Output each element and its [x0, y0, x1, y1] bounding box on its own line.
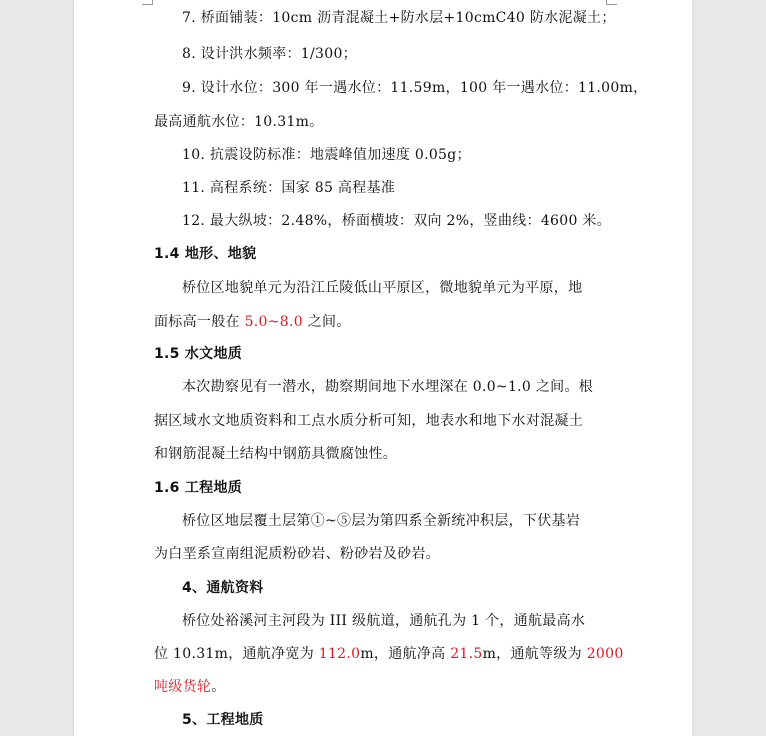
highlighted-text: 吨级货轮 [154, 679, 212, 695]
paragraph-line [154, 444, 397, 464]
document-page [74, 0, 692, 736]
paragraph-line [182, 377, 593, 397]
paragraph-line [154, 644, 624, 664]
list-item-9 [182, 78, 647, 98]
highlighted-text: 5.0~8.0 [244, 314, 303, 330]
text-segment: 据区域水文地质资料和工点水质分析可知，地表水和地下水对混凝土 [154, 413, 583, 429]
text-segment: 11. 高程系统：国家 85 高程基准 [182, 180, 396, 196]
text-segment: 桥位区地层覆土层第①~⑤层为第四系全新统冲积层，下伏基岩 [182, 513, 581, 529]
text-segment: 5、工程地质 [182, 712, 264, 728]
highlighted-text: 2000 [586, 646, 624, 662]
paragraph-line [154, 544, 440, 564]
section-heading-1-6 [154, 478, 242, 498]
highlighted-text: 112.0 [318, 646, 361, 662]
text-segment: 4、通航资料 [182, 580, 264, 596]
text-segment: 7. 桥面铺装：10cm 沥青混凝土+防水层+10cmC40 防水泥凝土； [182, 10, 616, 26]
paragraph-line [182, 611, 585, 631]
text-segment: 12. 最大纵坡：2.48%，桥面横坡：双向 2%，竖曲线：4600 米。 [182, 213, 612, 229]
paragraph-line [182, 511, 580, 531]
page-corner-mark-left [142, 0, 153, 5]
text-segment: 1.4 地形、地貌 [154, 246, 257, 262]
paragraph-line [154, 411, 583, 431]
text-segment: 本次勘察见有一潜水，勘察期间地下水埋深在 0.0~1.0 之间。根 [182, 379, 594, 395]
text-segment: m，通航净高 [360, 646, 451, 662]
text-segment: 桥位处裕溪河主河段为 III 级航道，通航孔为 1 个，通航最高水 [182, 613, 586, 629]
text-segment: 8. 设计洪水频率：1/300； [182, 46, 357, 62]
paragraph-line [182, 278, 582, 298]
highlighted-text: 21.5 [450, 646, 483, 662]
text-segment: 1.5 水文地质 [154, 346, 243, 362]
text-segment: 之间。 [302, 314, 351, 330]
section-heading-1-5 [154, 344, 242, 364]
text-segment: 最高通航水位：10.31m。 [154, 114, 324, 130]
text-segment: 为白垩系宣南组泥质粉砂岩、粉砂岩及砂岩。 [154, 546, 440, 562]
list-item-7 [182, 8, 616, 28]
list-item-9-continued [154, 112, 324, 132]
section-heading-5 [182, 710, 264, 730]
text-segment: 位 10.31m，通航净宽为 [154, 646, 319, 662]
text-segment: 。 [211, 679, 226, 695]
text-segment: 桥位区地貌单元为沿江丘陵低山平原区，微地貌单元为平原，地 [182, 280, 583, 296]
paragraph-line [154, 312, 351, 332]
list-item-11 [182, 178, 395, 198]
text-segment: 面标高一般在 [154, 314, 245, 330]
section-heading-1-4 [154, 244, 256, 264]
list-item-10 [182, 145, 471, 165]
text-segment: m，通航等级为 [482, 646, 587, 662]
text-segment: 1.6 工程地质 [154, 480, 243, 496]
text-segment: 9. 设计水位：300 年一遇水位：11.59m，100 年一遇水位：11.00m， [182, 80, 648, 96]
list-item-8 [182, 44, 357, 64]
list-item-12 [182, 211, 611, 231]
text-segment: 10. 抗震设防标准：地震峰值加速度 0.05g； [182, 147, 471, 163]
text-segment: 和钢筋混凝土结构中钢筋具微腐蚀性。 [154, 446, 398, 462]
section-heading-4 [182, 578, 264, 598]
page-corner-mark-right [606, 0, 617, 5]
paragraph-line [154, 677, 226, 697]
